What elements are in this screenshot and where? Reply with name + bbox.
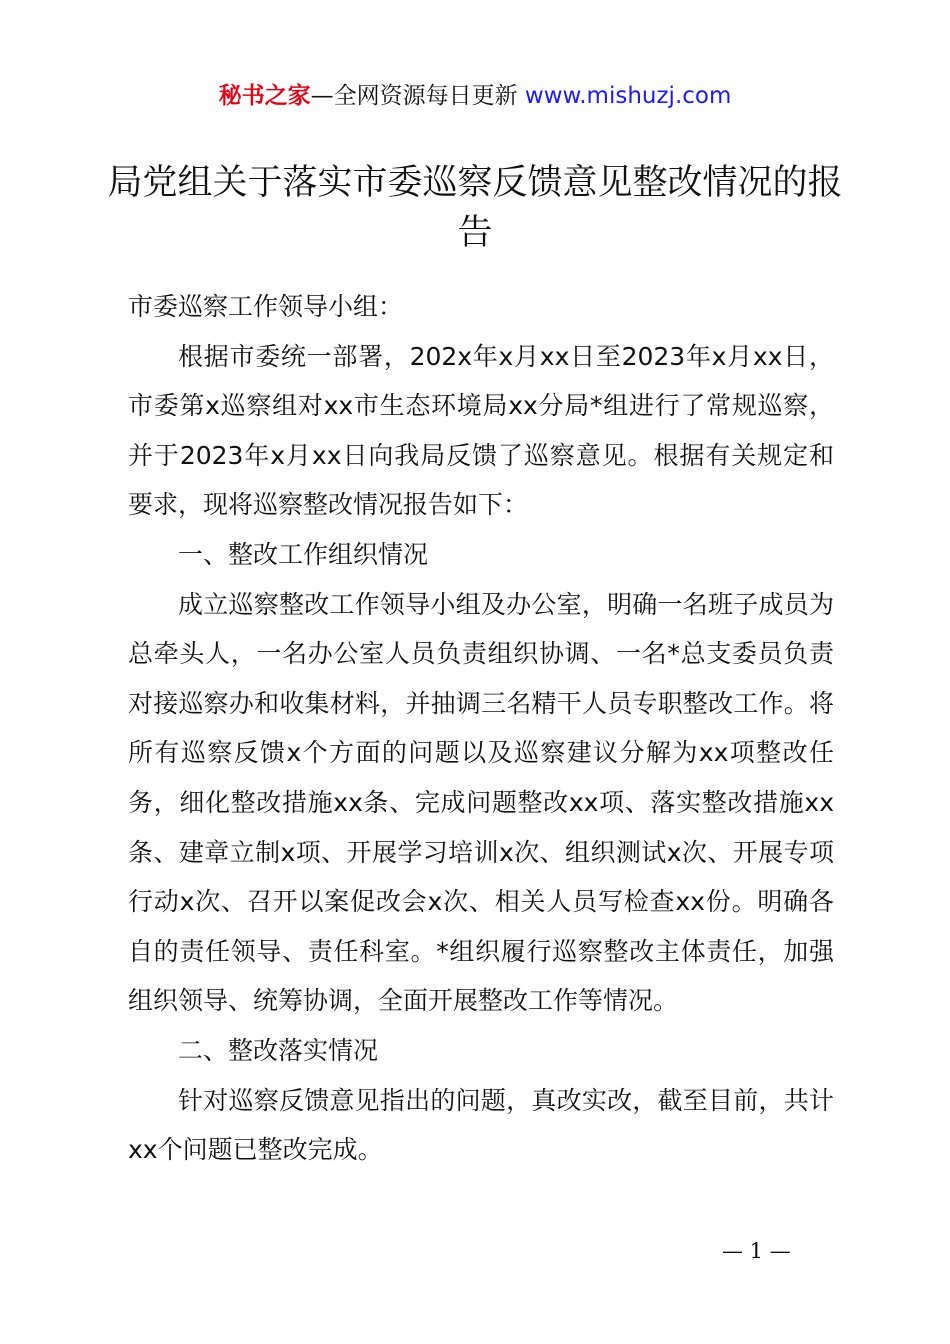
section-heading-1: 一、整改工作组织情况 (178, 539, 429, 569)
document-title: 局党组关于落实市委巡察反馈意见整改情况的报告 (107, 163, 843, 253)
body-paragraph-implementation: 针对巡察反馈意见指出的问题，真改实改，截至目前，共计xx个问题已整改完成。 (128, 1085, 834, 1165)
section-heading-2: 二、整改落实情况 (178, 1035, 379, 1065)
body-paragraph-intro: 根据市委统一部署，202x年x月xx日至2023年x月xx日，市委第x巡察组对xx市生态环境局xx分局*组进行了常规巡察，并于2023年x月xx日向我局反馈了巡察意见。根据有关规定和要求，现将巡察整改情况报告如下： (128, 341, 834, 520)
body-paragraph-organization: 成立巡察整改工作领导小组及办公室，明确一名班子成员为总牵头人，一名办公室人员负责组织协调、一名*总支委员负责对接巡察办和收集材料，并抽调三名精干人员专职整改工作。将所有巡察反馈x个方面的问题以及巡察建议分解为xx项整改任务，细化整改措施xx条、完成问题整改xx项、落实整改措施xx条、建章立制x项、开展学习培训x次、组织测试x次、开展专项行动x次、召开以案促改会x次、相关人员写检查xx份。明确各自的责任领导、责任科室。*组织履行巡察整改主体责任，加强组织领导、统筹协调，全面开展整改工作等情况。 (128, 589, 834, 1016)
header-tagline: —全网资源每日更新 (310, 83, 518, 109)
site-url-link[interactable]: www.mishuzj.com (524, 83, 732, 109)
site-header (0, 80, 950, 112)
document-body (128, 282, 834, 1175)
brand-name: 秘书之家 (218, 83, 311, 109)
salutation: 市委巡察工作领导小组： (128, 292, 404, 321)
page-number: — 1 — (722, 1239, 791, 1263)
